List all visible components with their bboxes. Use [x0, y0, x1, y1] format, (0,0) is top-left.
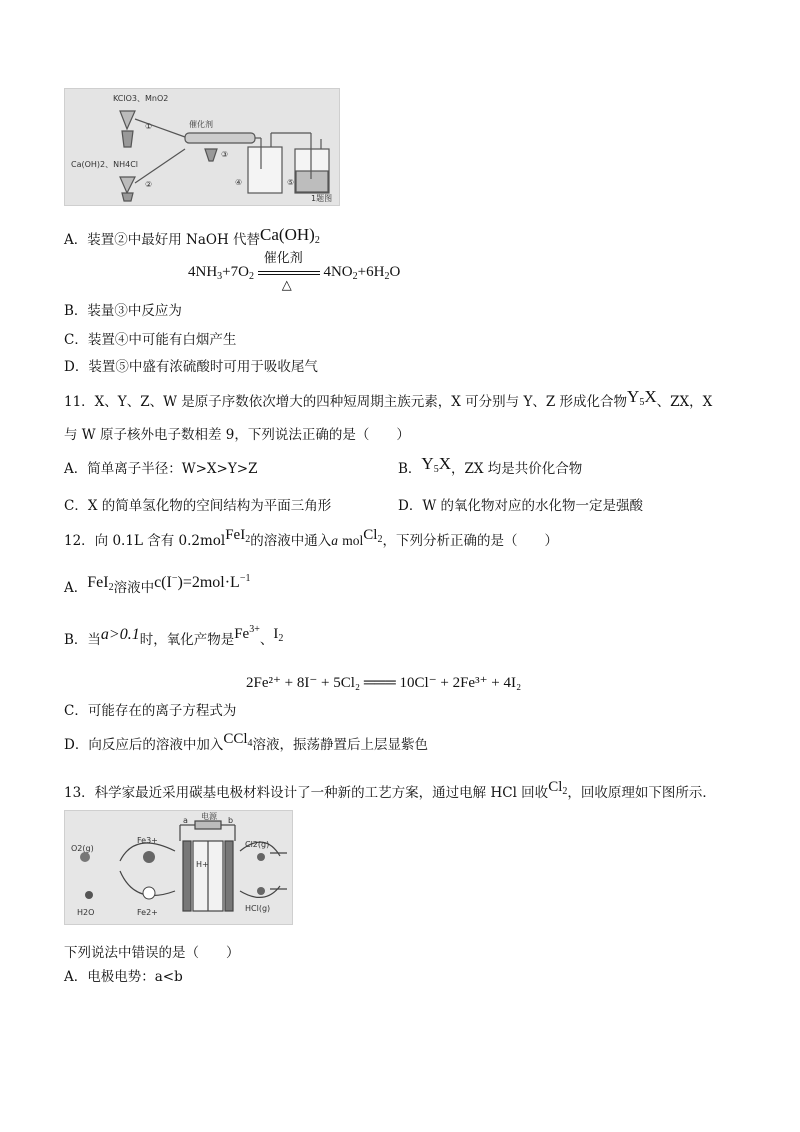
q11-stem-line2: 与 W 原子核外电子数相差 9，下列说法正确的是（ ） [64, 427, 410, 443]
fig-o2: O2(g) [71, 844, 94, 853]
q13-stem [64, 778, 716, 802]
q12-b-fe [234, 626, 260, 642]
label-caoh: Ca(OH)2、NH4Cl [71, 160, 139, 169]
q13-stem-end: ，回收原理如下图所示． [567, 785, 716, 801]
eq-4nh3: 4NH [188, 264, 218, 280]
label-kclo3: KClO3、MnO2 [113, 94, 169, 103]
fig-cl2: Cl2(g) [245, 840, 270, 849]
eq-sub2a: 2 [248, 271, 254, 282]
q11-b-x: X [438, 454, 451, 473]
q11-b-formula [421, 454, 451, 473]
q12-a-prefix: A． [64, 580, 88, 596]
q12-a-conc-end: )=2mol·L [177, 574, 240, 591]
q12-d-rest: 溶液，振荡静置后上层显紫色 [252, 737, 429, 753]
eq-4no2: 4NO [323, 264, 353, 280]
label-3: ③ [221, 150, 229, 159]
q12-b-i2-sub: 2 [278, 633, 284, 644]
q13-option-a: A．电极电势：a<b [64, 969, 183, 985]
fig-power: 电源 [201, 812, 217, 821]
q12-a-mid: 溶液中 [113, 580, 155, 596]
q11-stem-line1 [64, 388, 712, 412]
q12-option-c: C．可能存在的离子方程式为 [64, 703, 237, 719]
eq-sub2c: 2 [384, 271, 390, 282]
q12-cl2 [363, 527, 382, 543]
q11-y5x [627, 387, 657, 406]
q11-y5x-x: X [644, 387, 657, 406]
q10-a-text: A．装置②中最好用 NaOH 代替 [64, 232, 261, 248]
q11-option-b [398, 455, 582, 479]
q13-cl2 [548, 779, 567, 795]
eq-arrow [258, 249, 320, 292]
fig-fe2: Fe2+ [137, 908, 158, 917]
q12-mol: mol [342, 533, 364, 548]
q12-a-fei2 [87, 574, 113, 591]
q12-b-cond: a>0.1 [100, 626, 140, 643]
q11-y5x-sub: 5 [639, 397, 645, 408]
q12-fei2-sub: 2 [245, 534, 251, 545]
q12-stem [64, 526, 558, 550]
fig-h2o: H2O [77, 908, 95, 917]
eq-7o2: +7O [222, 264, 249, 280]
q12-fei2 [225, 527, 250, 543]
label-corner: 1题图 [311, 194, 333, 203]
q11-line1-end: 、ZX，X [656, 394, 713, 410]
eq-catalyst: 催化剂 [263, 249, 303, 265]
q12-option-a [64, 570, 250, 597]
q12-fei2-main: FeI [225, 527, 246, 543]
label-5: ⑤ [287, 178, 295, 187]
eq-6h2: +6H [357, 264, 385, 280]
q10-option-c: C．装置④中可能有白烟产生 [64, 332, 237, 348]
q11-b-prefix: B． [398, 461, 422, 477]
q12-cl2-sub: 2 [377, 534, 383, 545]
q12-option-b [64, 621, 283, 649]
q12-b-fe-sup: 3+ [249, 624, 260, 635]
apparatus-figure [64, 88, 340, 206]
eq-heat: △ [281, 276, 292, 292]
q12-stem-c: ，下列分析正确的是（ ） [382, 533, 558, 549]
fig-a: a [183, 816, 188, 825]
fig-hcl: HCl(g) [245, 904, 271, 913]
q11-b-y: Y [421, 454, 434, 473]
eq-sub2b: 2 [352, 271, 358, 282]
q11-b-rest: ，ZX 均是共价化合物 [450, 461, 583, 477]
q12-d-ccl4-main: CCl [223, 731, 248, 747]
q12-a-fei2-sub: 2 [108, 582, 114, 593]
q10-a-formula-sub: 2 [314, 235, 320, 246]
q11-line1-text: 11．X、Y、Z、W 是原子序数依次增大的四种短周期主族元素，X 可分别与 Y、Z 形成化合物 [64, 394, 628, 410]
fig-fe3: Fe3+ [137, 836, 158, 845]
q13-cl2-main: Cl [548, 779, 563, 795]
q12-b-i2 [273, 626, 283, 642]
q12-b-prefix: B．当 [64, 632, 101, 648]
eq-o: O [389, 264, 401, 280]
q12-c-equation: 2Fe²⁺ + 8I⁻ + 5Cl₂ ═══ 10Cl⁻ + 2Fe³⁺ + 4I₂ [246, 675, 522, 691]
electrolysis-drawing [65, 811, 292, 924]
q11-y5x-y: Y [627, 387, 640, 406]
apparatus-drawing [65, 89, 339, 205]
q12-a-fei2-main: FeI [87, 574, 109, 591]
q12-b-fe-main: Fe [234, 626, 250, 642]
eq-sub3: 3 [217, 271, 223, 282]
q12-stem-b: 的溶液中通入 [250, 533, 332, 549]
q12-a-conc-main: c(I [154, 574, 172, 591]
q12-a-conc-sup2: −1 [239, 573, 251, 584]
q12-option-d [64, 730, 428, 754]
fig-h: H+ [196, 860, 209, 869]
q12-b-i2-main: I [273, 626, 279, 642]
q10-option-b: B．装量③中反应为 [64, 303, 182, 319]
q12-b-sep: 、 [259, 632, 274, 648]
q10-b-equation [188, 249, 401, 292]
q10-a-formula-main: Ca(OH) [260, 225, 315, 244]
q12-stem-a: 12．向 0.1L 含有 0.2mol [64, 533, 226, 549]
q12-d-ccl4-sub: 4 [247, 738, 253, 749]
q12-a-conc-sup: − [171, 573, 178, 584]
q11-option-a: A．简单离子半径：W>X>Y>Z [64, 461, 258, 477]
label-4: ④ [235, 178, 243, 187]
q12-d-prefix: D．向反应后的溶液中加入 [64, 737, 224, 753]
label-2: ② [145, 180, 153, 189]
label-1: ① [145, 122, 153, 131]
q11-option-c: C．X 的简单氢化物的空间结构为平面三角形 [64, 498, 332, 514]
q10-option-d: D．装置⑤中盛有浓硫酸时可用于吸收尾气 [64, 359, 318, 375]
q11-b-sub: 5 [433, 464, 439, 475]
q12-d-ccl4 [223, 731, 252, 747]
q12-a-conc [154, 574, 250, 591]
electrolysis-figure [64, 810, 293, 925]
q12-a-var: a [331, 533, 338, 548]
q11-option-d: D．W 的氧化物对应的水化物一定是强酸 [398, 498, 643, 514]
q12-cl2-main: Cl [363, 527, 378, 543]
label-catalyst: 催化剂 [189, 120, 213, 129]
q10-a-formula [260, 225, 320, 244]
q12-b-mid: 时，氧化产物是 [139, 632, 235, 648]
q13-stem-text: 13．科学家最近采用碳基电极材料设计了一种新的工艺方案，通过电解 HCl 回收 [64, 785, 549, 801]
fig-b: b [228, 816, 234, 825]
q13-question: 下列说法中错误的是（ ） [64, 945, 240, 961]
q13-cl2-sub: 2 [562, 786, 568, 797]
